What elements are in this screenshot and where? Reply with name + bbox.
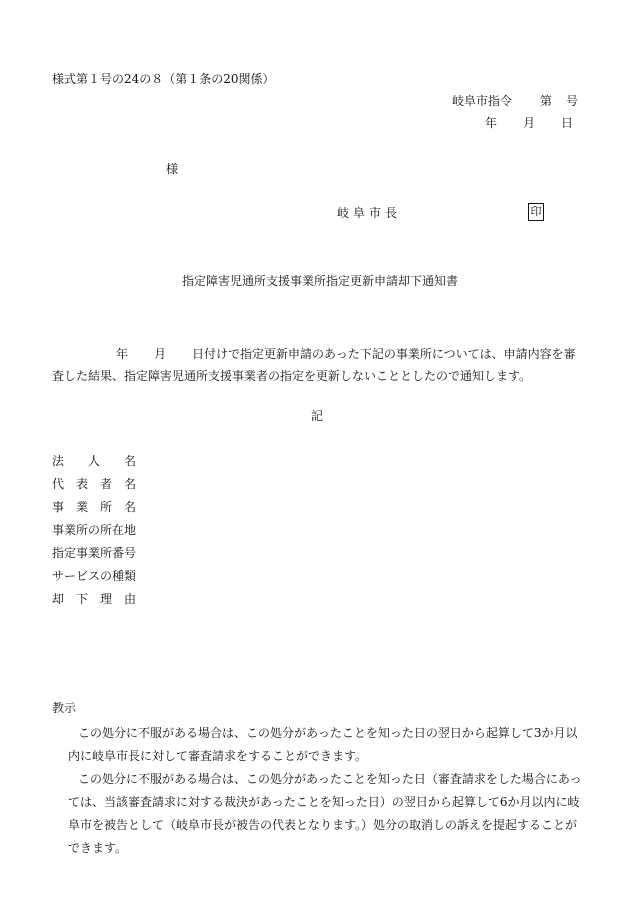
field-service-type: サービスの種類 xyxy=(52,569,137,583)
addressee-honorific: 様 xyxy=(166,162,179,176)
office-prefix: 岐阜市指令 xyxy=(451,94,512,108)
field-representative-name: 代 表 者 名 xyxy=(52,477,137,491)
date-day: 日 xyxy=(560,116,573,130)
notice-paragraph-appeal: この処分に不服がある場合は、この処分があったことを知った日の翌日から起算して3か月以内に岐阜市長に対して審査請求をすることができます。 xyxy=(68,726,578,763)
document-title: 指定障害児通所支援事業所指定更新申請却下通知書 xyxy=(181,274,458,288)
form-number: 様式第１号の24の８（第１条の20関係） xyxy=(52,72,275,86)
date-year: 年 xyxy=(484,116,497,130)
notice-section xyxy=(52,722,582,860)
field-office-number: 指定事業所番号 xyxy=(52,546,137,560)
field-office-address: 事業所の所在地 xyxy=(52,523,137,537)
ki-marker: 記 xyxy=(311,409,324,423)
number-dai: 第 xyxy=(539,94,552,108)
body-text: 日付けで指定更新申請のあった下記の事業所については、申請内容を審査した結果、指定障害児通所支援事業者の指定を更新しないこととしたので通知します。 xyxy=(52,347,576,383)
field-office-name: 事 業 所 名 xyxy=(52,500,137,514)
field-corporation-name: 法 人 名 xyxy=(52,454,137,468)
notice-heading: 教示 xyxy=(52,701,77,715)
body-paragraph xyxy=(52,343,582,387)
number-go: 号 xyxy=(565,94,578,108)
document-number-line xyxy=(452,95,578,107)
body-month: 月 xyxy=(154,347,167,361)
date-month: 月 xyxy=(522,116,535,130)
issuer-name: 岐阜市長 xyxy=(337,206,402,220)
field-rejection-reason: 却 下 理 由 xyxy=(52,592,137,606)
notice-paragraph-lawsuit: この処分に不服がある場合は、この処分があったことを知った日（審査請求をした場合にあっては、当該審査請求に対する裁決があったことを知った日）の翌日から起算して6か月以内に岐阜市を被告として（岐阜市長が被告の代表となります。）処分の取消しの訴えを提起することができます。 xyxy=(68,772,582,855)
issue-date-line xyxy=(485,117,573,129)
body-year: 年 xyxy=(116,347,129,361)
field-list xyxy=(52,455,136,616)
seal-stamp: 印 xyxy=(528,203,544,221)
